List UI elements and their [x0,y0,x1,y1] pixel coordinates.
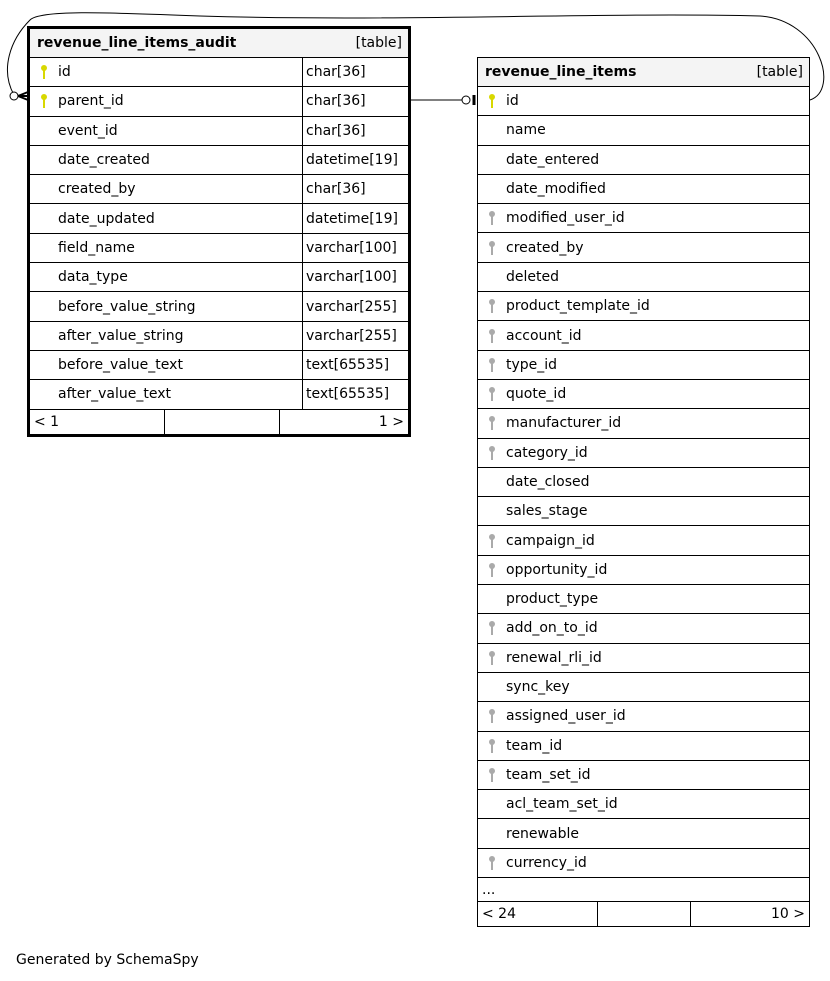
column-type: char[36] [302,117,408,145]
column-name-cell [478,702,809,730]
footer-right: 10 > [771,906,805,923]
column-row[interactable] [30,204,408,233]
column-type: text[65535] [302,380,408,408]
column-name: before_value_string [58,298,196,315]
column-name: sales_stage [506,503,588,520]
column-name: date_modified [506,181,606,198]
column-row[interactable] [478,380,809,409]
column-name-cell [478,380,809,408]
footer-middle [165,410,280,434]
column-name: after_value_string [58,327,184,344]
column-name-cell [478,439,809,467]
column-name-cell [30,87,302,115]
column-name-cell [478,614,809,642]
column-type: text[65535] [302,351,408,379]
column-name: created_by [506,239,584,256]
column-name: name [506,122,546,139]
column-row[interactable] [478,468,809,497]
foreign-key-icon [486,386,498,402]
column-name: id [506,93,519,110]
table-footer [30,410,408,434]
column-name-cell [478,351,809,379]
column-name: date_entered [506,151,600,168]
column-name: manufacturer_id [506,415,622,432]
column-name: deleted [506,268,559,285]
column-name-cell [30,292,302,320]
table-name: revenue_line_items [485,64,637,80]
column-name: campaign_id [506,532,595,549]
column-name: date_updated [58,210,155,227]
foreign-key-icon [486,767,498,783]
column-name-cell [30,146,302,174]
column-row[interactable] [478,439,809,468]
column-row[interactable] [30,351,408,380]
column-type: char[36] [302,87,408,115]
column-name-cell [478,819,809,847]
zero-optional-marker [462,96,470,104]
column-name-cell [30,117,302,145]
column-name-cell [30,322,302,350]
column-name-cell [478,644,809,672]
column-name-cell [30,263,302,291]
generated-by-footer: Generated by SchemaSpy [16,952,199,968]
footer-left: < 24 [478,902,598,926]
column-name-cell [478,556,809,584]
column-name-cell [478,468,809,496]
column-name: product_template_id [506,298,650,315]
footer-middle [598,902,691,926]
column-row[interactable] [478,409,809,438]
column-row[interactable] [30,175,408,204]
column-row[interactable] [30,234,408,263]
column-name: currency_id [506,854,587,871]
column-name-cell [30,175,302,203]
column-row[interactable] [478,116,809,145]
table-revenue-line-items-audit[interactable] [27,26,411,437]
column-name: quote_id [506,386,567,403]
table-kind: [table] [355,35,402,51]
foreign-key-icon [486,415,498,431]
column-row[interactable] [30,146,408,175]
table-header [30,29,408,58]
column-name: parent_id [58,93,124,110]
column-name-cell [30,380,302,408]
table-footer [478,902,809,926]
foreign-key-icon [486,738,498,754]
column-type: varchar[100] [302,234,408,262]
column-name: renewal_rli_id [506,649,602,666]
column-row[interactable] [478,263,809,292]
foreign-key-icon [486,533,498,549]
column-row[interactable] [478,790,809,819]
column-name-cell [478,175,809,203]
column-name: sync_key [506,679,570,696]
column-name: team_id [506,737,563,754]
column-name-cell [478,87,809,115]
column-row[interactable] [478,644,809,673]
column-row[interactable] [478,175,809,204]
column-row[interactable] [478,819,809,848]
column-name-cell [478,526,809,554]
more-columns-ellipsis: ... [478,878,809,902]
column-name: modified_user_id [506,210,625,227]
column-name: team_set_id [506,766,591,783]
column-name-cell [478,292,809,320]
foreign-key-icon [486,708,498,724]
foreign-key-icon [486,562,498,578]
column-name-cell [478,497,809,525]
column-name: date_created [58,152,150,169]
column-row[interactable] [478,732,809,761]
column-row[interactable] [30,87,408,116]
foreign-key-icon [486,445,498,461]
column-name: product_type [506,591,599,608]
column-type: char[36] [302,175,408,203]
column-name: id [58,64,71,81]
column-name-cell [478,204,809,232]
foreign-key-icon [486,210,498,226]
table-header [478,58,809,87]
column-row[interactable] [478,233,809,262]
column-name: created_by [58,181,136,198]
column-name: opportunity_id [506,561,608,578]
column-type: datetime[19] [302,204,408,232]
column-row[interactable] [478,87,809,116]
column-name: data_type [58,269,128,286]
primary-key-icon [38,93,50,109]
zero-optional-marker [10,92,18,100]
column-row[interactable] [478,585,809,614]
column-name: add_on_to_id [506,620,598,637]
footer-left: < 1 [30,410,165,434]
column-name: assigned_user_id [506,708,626,725]
column-row[interactable] [30,117,408,146]
footer-right: 1 > [378,413,404,430]
column-row[interactable] [30,322,408,351]
column-type: char[36] [302,58,408,86]
column-name-cell [30,234,302,262]
foreign-key-icon [486,650,498,666]
column-name: date_closed [506,474,590,490]
table-kind: [table] [756,64,803,80]
column-name-cell [478,790,809,818]
column-row[interactable] [478,292,809,321]
column-name-cell [478,849,809,877]
column-name-cell [478,673,809,701]
column-row[interactable] [30,263,408,292]
column-name: category_id [506,444,588,461]
primary-key-icon [38,64,50,80]
column-row[interactable] [478,146,809,175]
column-type: varchar[255] [302,292,408,320]
column-name: event_id [58,122,118,139]
column-name: account_id [506,327,582,344]
column-name: field_name [58,239,135,256]
column-name-cell [478,585,809,613]
column-name: after_value_text [58,386,171,403]
column-name-cell [478,116,809,144]
column-row[interactable] [478,351,809,380]
foreign-key-icon [486,328,498,344]
primary-key-icon [486,93,498,109]
column-name-cell [478,409,809,437]
column-row[interactable] [478,204,809,233]
column-row[interactable] [478,761,809,790]
column-row[interactable] [478,526,809,555]
table-revenue-line-items[interactable] [477,57,810,927]
column-row[interactable] [478,497,809,526]
column-type: datetime[19] [302,146,408,174]
column-row[interactable] [478,321,809,350]
foreign-key-icon [486,240,498,256]
column-row[interactable] [478,702,809,731]
column-name: before_value_text [58,357,183,374]
column-name-cell [30,351,302,379]
column-name: renewable [506,825,579,842]
column-row[interactable] [30,380,408,409]
column-name-cell [478,263,809,291]
column-row[interactable] [478,556,809,585]
column-row[interactable] [30,58,408,87]
table-name: revenue_line_items_audit [37,35,237,51]
column-name: type_id [506,356,558,373]
column-name-cell [478,146,809,174]
column-name-cell [478,321,809,349]
foreign-key-icon [486,298,498,314]
column-type: varchar[255] [302,322,408,350]
column-row[interactable] [478,849,809,878]
column-name-cell [30,58,302,86]
column-name-cell [478,233,809,261]
column-name-cell [478,761,809,789]
column-name: acl_team_set_id [506,796,618,813]
column-name-cell [30,204,302,232]
foreign-key-icon [486,620,498,636]
column-row[interactable] [30,292,408,321]
column-name-cell [478,732,809,760]
foreign-key-icon [486,855,498,871]
column-type: varchar[100] [302,263,408,291]
foreign-key-icon [486,357,498,373]
column-row[interactable] [478,673,809,702]
column-row[interactable] [478,614,809,643]
